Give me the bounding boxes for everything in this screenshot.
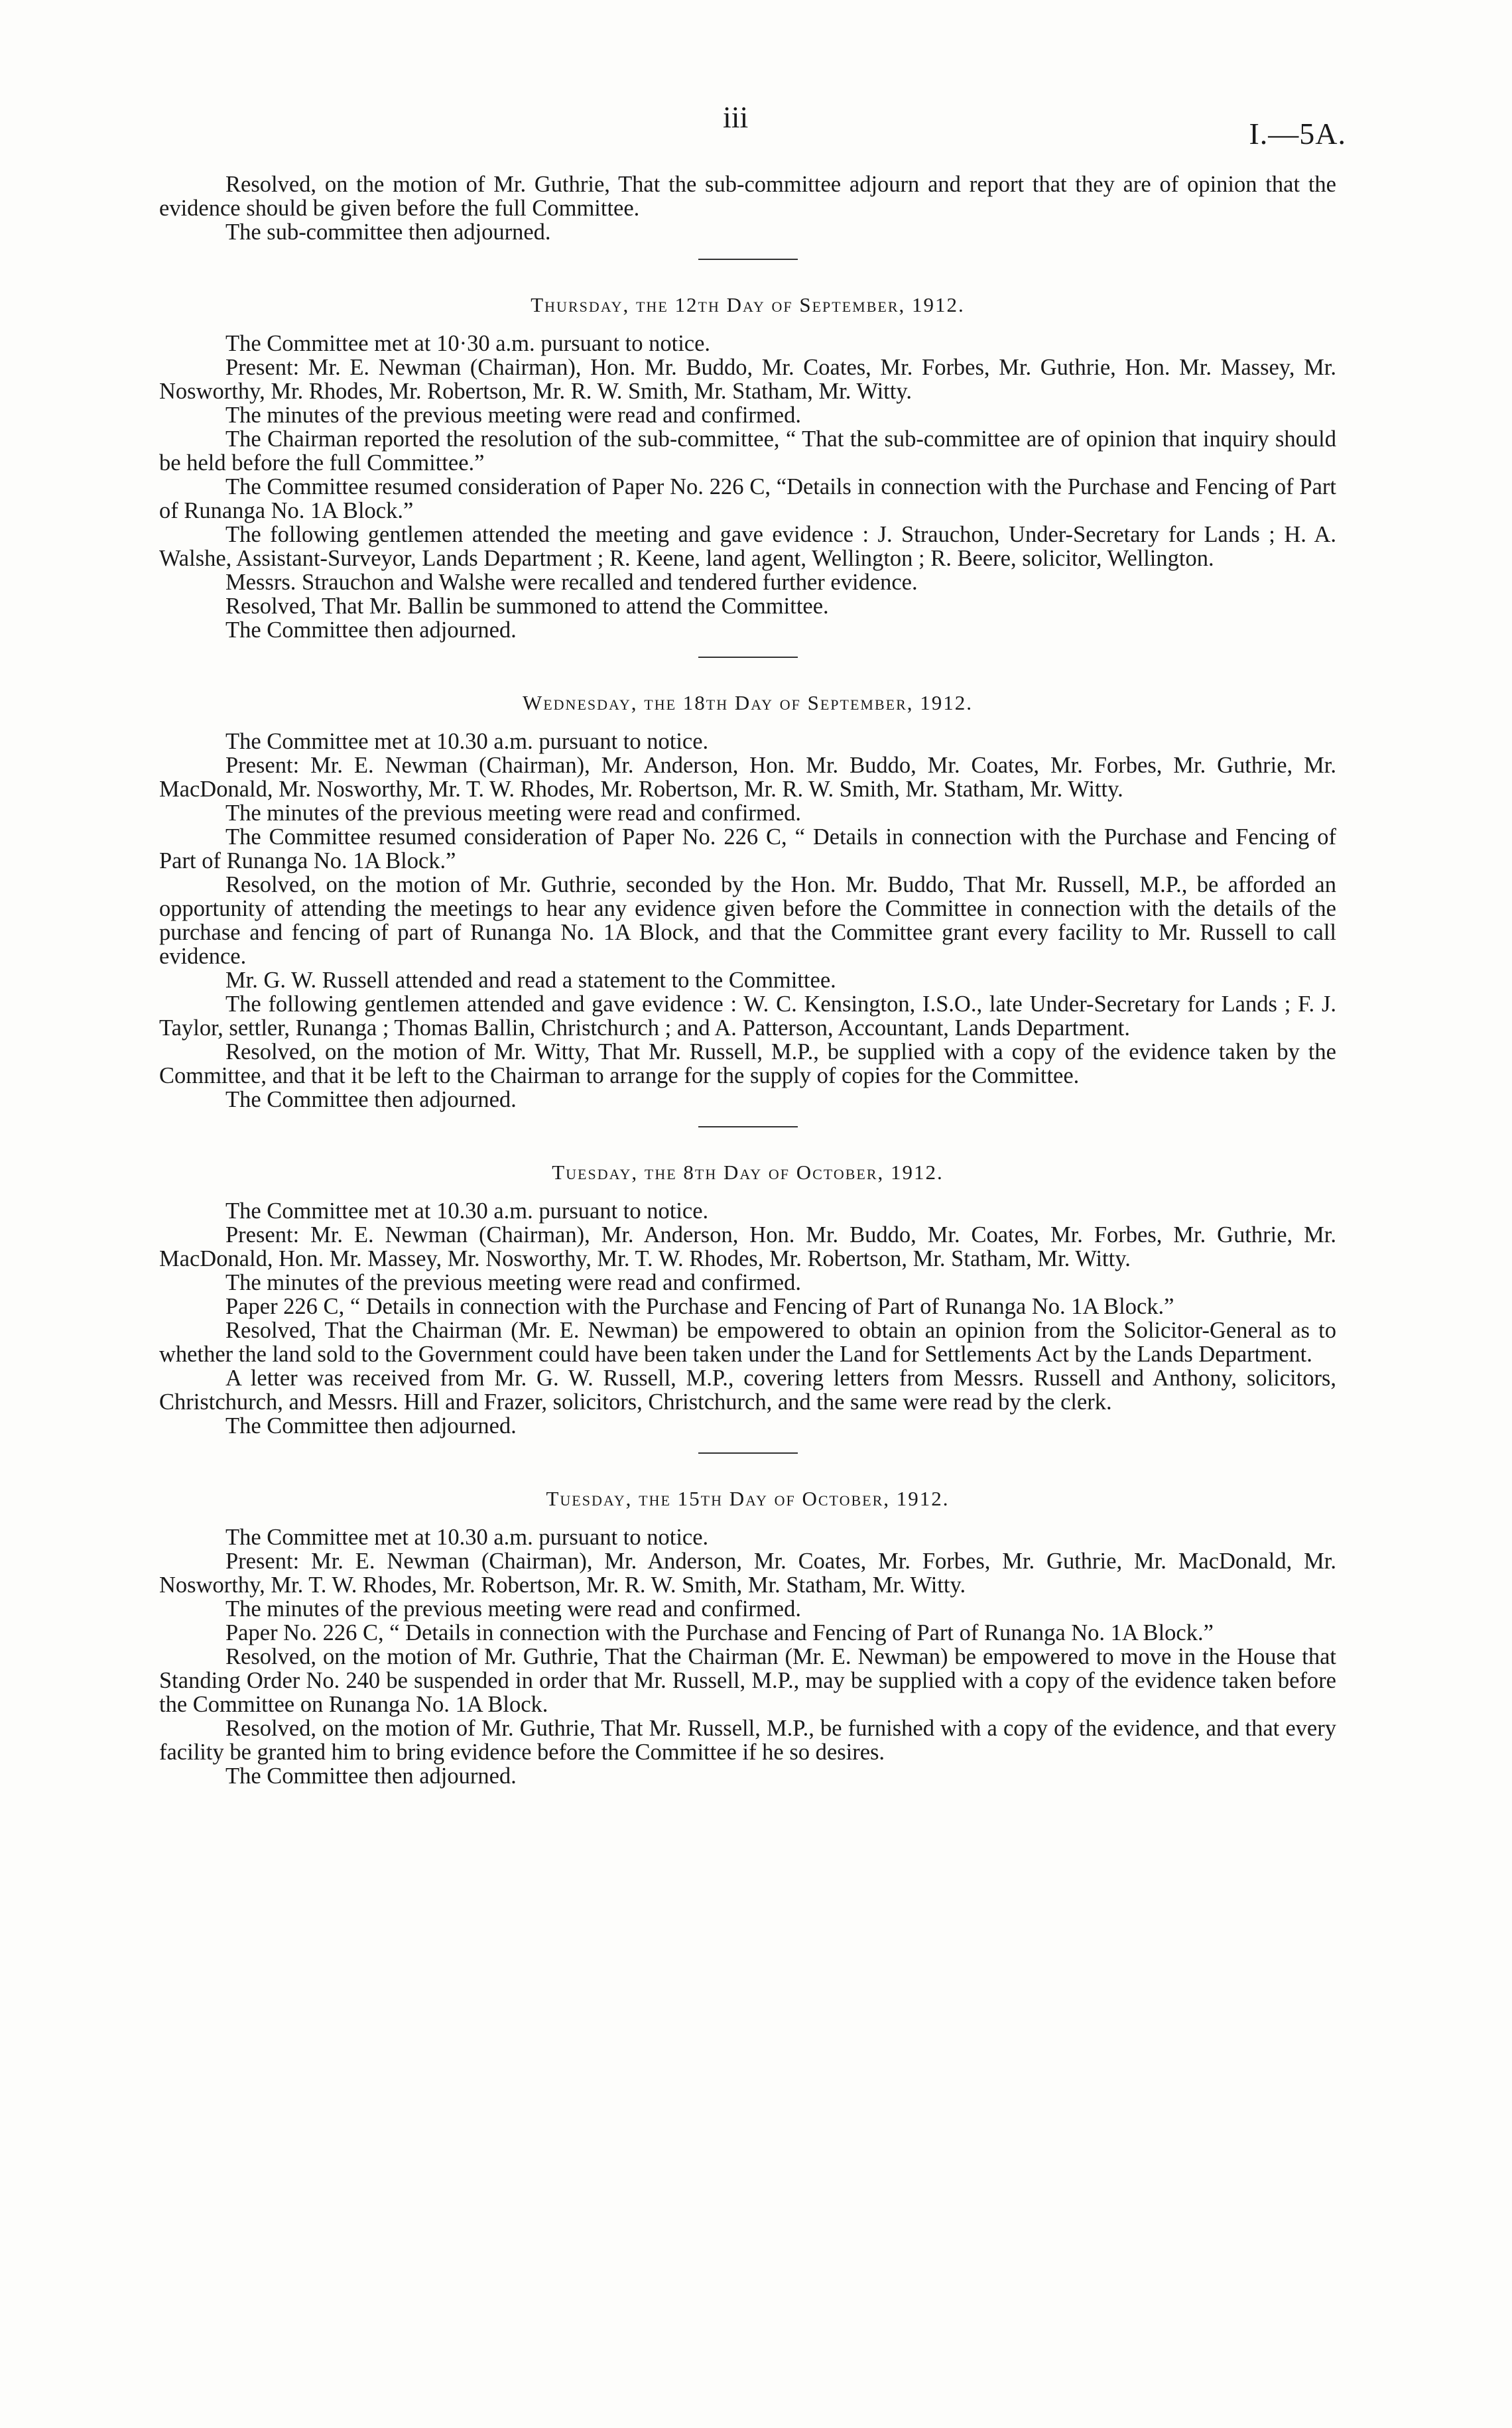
minutes-paragraph: Resolved, on the motion of Mr. Guthrie, That Mr. Russell, M.P., be furnished with a copy of the evidence, and that every facility be granted him to bring evidence before the Committee if he so desires. xyxy=(159,1716,1336,1765)
meeting-section xyxy=(159,1161,1336,1454)
meeting-section xyxy=(159,293,1336,658)
minutes-paragraph: Present: Mr. E. Newman (Chairman), Mr. Anderson, Mr. Coates, Mr. Forbes, Mr. Guthrie, Mr. MacDonald, Mr. Nosworthy, Mr. T. W. Rhodes, Mr. Robertson, Mr. R. W. Smith, Mr. Statham, Mr. Witty. xyxy=(159,1549,1336,1598)
minutes-paragraph: Present: Mr. E. Newman (Chairman), Mr. Anderson, Hon. Mr. Buddo, Mr. Coates, Mr. Forbes, Mr. Guthrie, Mr. MacDonald, Hon. Mr. Massey, Mr. Nosworthy, Mr. T. W. Rhodes, Mr. Robertson, Mr. Statham, Mr. Witty. xyxy=(159,1222,1336,1271)
minutes-paragraph: Present: Mr. E. Newman (Chairman), Hon. Mr. Buddo, Mr. Coates, Mr. Forbes, Mr. Guthrie, Hon. Mr. Massey, Mr. Nosworthy, Mr. Rhodes, Mr. Robertson, Mr. R. W. Smith, Mr. Statham, Mr. Witty. xyxy=(159,355,1336,404)
minutes-paragraph: The Committee met at 10.30 a.m. pursuant to notice. xyxy=(225,729,709,754)
minutes-body xyxy=(159,172,1336,1788)
minutes-paragraph: The Chairman reported the resolution of the sub-committee, “ That the sub-committee are of opinion that inquiry should be held before the full Committee.” xyxy=(159,426,1336,476)
minutes-paragraph: The Committee then adjourned. xyxy=(225,1763,517,1789)
minutes-paragraph: Messrs. Strauchon and Walshe were recalled and tendered further evidence. xyxy=(225,570,918,595)
minutes-paragraph: A letter was received from Mr. G. W. Russell, M.P., covering letters from Messrs. Russell and Anthony, solicitors, Christchurch, and Messrs. Hill and Frazer, solicitors, Christchurch, and the same were read by the clerk. xyxy=(159,1366,1336,1415)
minutes-paragraph: Resolved, That the Chairman (Mr. E. Newman) be empowered to obtain an opinion from the Solicitor-General as to whether the land sold to the Government could have been taken under the Land for Settlements Act by the Lands Department. xyxy=(159,1318,1336,1367)
page-number: iii xyxy=(723,100,749,134)
section-divider xyxy=(698,657,798,658)
meeting-heading: Tuesday, the 8th Day of October, 1912. xyxy=(552,1161,944,1184)
section-divider xyxy=(698,1126,798,1127)
minutes-paragraph: Resolved, on the motion of Mr. Guthrie, That the Chairman (Mr. E. Newman) be empowered to move in the House that Standing Order No. 240 be suspended in order that Mr. Russell, M.P., may be supplied with a copy of the evidence taken before the Committee on Runanga No. 1A Block. xyxy=(159,1644,1336,1717)
minutes-paragraph: Present: Mr. E. Newman (Chairman), Mr. Anderson, Hon. Mr. Buddo, Mr. Coates, Mr. Forbes, Mr. Guthrie, Mr. MacDonald, Mr. Nosworthy, Mr. T. W. Rhodes, Mr. Robertson, Mr. R. W. Smith, Mr. Statham, Mr. Witty. xyxy=(159,753,1336,802)
minutes-paragraph: The minutes of the previous meeting were read and confirmed. xyxy=(225,403,801,428)
meeting-heading: Wednesday, the 18th Day of September, 1912. xyxy=(522,691,974,714)
minutes-paragraph: The minutes of the previous meeting were read and confirmed. xyxy=(225,1270,801,1295)
minutes-paragraph: The Committee resumed consideration of Paper No. 226 C, “ Details in connection with the Purchase and Fencing of Part of Runanga No. 1A Block.” xyxy=(159,824,1336,873)
meeting-section xyxy=(159,1487,1336,1788)
minutes-paragraph: The Committee met at 10.30 a.m. pursuant to notice. xyxy=(225,1525,709,1550)
meeting-heading: Tuesday, the 15th Day of October, 1912. xyxy=(546,1487,950,1510)
intro-adjourned: The sub-committee then adjourned. xyxy=(225,220,551,245)
minutes-paragraph: Mr. G. W. Russell attended and read a statement to the Committee. xyxy=(225,968,836,993)
minutes-paragraph: Resolved, on the motion of Mr. Witty, That Mr. Russell, M.P., be supplied with a copy of the evidence taken by the Committee, and that it be left to the Chairman to arrange for the supply of copies for the Committee. xyxy=(159,1039,1336,1088)
minutes-paragraph: The Committee met at 10·30 a.m. pursuant to notice. xyxy=(225,331,711,356)
minutes-paragraph: The minutes of the previous meeting were read and confirmed. xyxy=(225,800,801,826)
intro-resolution: Resolved, on the motion of Mr. Guthrie, That the sub-committee adjourn and report that they are of opinion that the evidence should be given before the full Committee. xyxy=(159,172,1336,221)
meeting-heading: Thursday, the 12th Day of September, 1912. xyxy=(531,293,965,316)
meeting-section xyxy=(159,691,1336,1127)
minutes-paragraph: The Committee met at 10.30 a.m. pursuant to notice. xyxy=(225,1198,709,1224)
minutes-paragraph: The Committee then adjourned. xyxy=(225,1087,517,1112)
section-divider xyxy=(698,1452,798,1454)
minutes-paragraph: The Committee resumed consideration of Paper No. 226 C, “Details in connection with the Purchase and Fencing of Part of Runanga No. 1A Block.” xyxy=(159,474,1336,523)
minutes-paragraph: The Committee then adjourned. xyxy=(225,1413,517,1438)
minutes-paragraph: Resolved, on the motion of Mr. Guthrie, seconded by the Hon. Mr. Buddo, That Mr. Russell, M.P., be afforded an opportunity of attending the meetings to hear any evidence given before the Committee in connection with the details of the purchase and fencing of part of Runanga No. 1A Block, and that the Committee grant every facility to Mr. Russell to call evidence. xyxy=(159,872,1336,969)
section-divider xyxy=(698,259,798,260)
minutes-paragraph: Paper No. 226 C, “ Details in connection with the Purchase and Fencing of Part of Runanga No. 1A Block.” xyxy=(225,1620,1214,1645)
minutes-paragraph: The Committee then adjourned. xyxy=(225,617,517,643)
minutes-paragraph: The following gentlemen attended and gave evidence : W. C. Kensington, I.S.O., late Under-Secretary for Lands ; F. J. Taylor, settler, Runanga ; Thomas Ballin, Christchurch ; and A. Patterson, Accountant, Lands Department. xyxy=(159,991,1336,1041)
paper-reference: I.—5A. xyxy=(1249,117,1346,151)
minutes-paragraph: Resolved, That Mr. Ballin be summoned to attend the Committee. xyxy=(225,594,829,619)
minutes-paragraph: The minutes of the previous meeting were read and confirmed. xyxy=(225,1596,801,1622)
minutes-paragraph: Paper 226 C, “ Details in connection with the Purchase and Fencing of Part of Runanga No. 1A Block.” xyxy=(225,1294,1174,1319)
minutes-paragraph: The following gentlemen attended the meeting and gave evidence : J. Strauchon, Under-Secretary for Lands ; H. A. Walshe, Assistant-Surveyor, Lands Department ; R. Keene, land agent, Wellington ; R. Beere, solicitor, Wellington. xyxy=(159,522,1336,571)
